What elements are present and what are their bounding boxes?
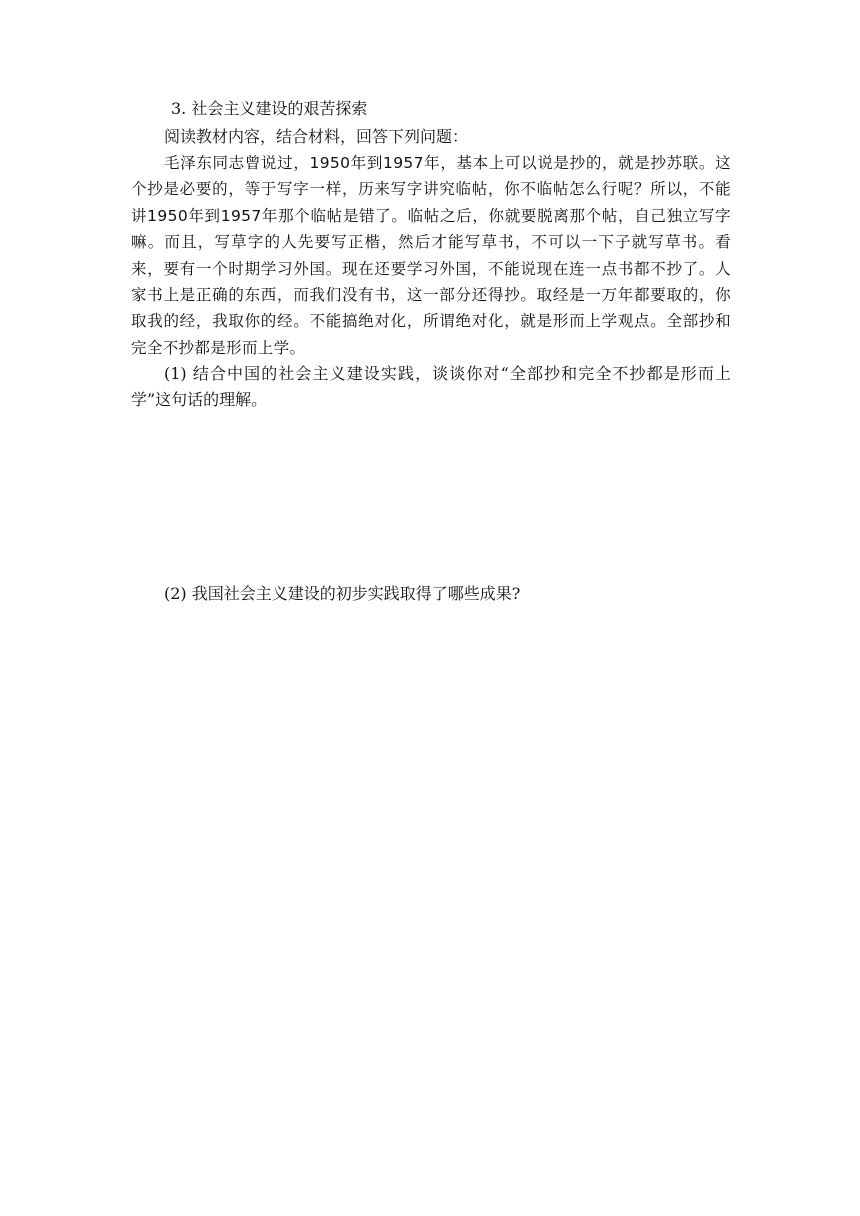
quoted-passage: 毛泽东同志曾说过，1950年到1957年，基本上可以说是抄的，就是抄苏联。这个抄是必要的，等于写字一样，历来写字讲究临帖，你不临帖怎么行呢？所以，不能讲1950年到1957年那个临帖是错了。临帖之后，你就要脱离那个帖，自己独立写字嘛。而且，写草字的人先要写正楷，然后才能写草书，不可以一下子就写草书。看来，要有一个时期学习外国。现在还要学习外国，不能说现在连一点书都不抄了。人家书上是正确的东西，而我们没有书，这一部分还得抄。取经是一万年都要取的，你取我的经，我取你的经。不能搞绝对化，所谓绝对化，就是形而上学观点。全部抄和完全不抄都是形而上学。 bbox=[131, 154, 731, 357]
document-content bbox=[131, 96, 731, 607]
question-2: (2) 我国社会主义建设的初步实践取得了哪些成果? bbox=[164, 584, 521, 604]
question-1: (1) 结合中国的社会主义建设实践，谈谈你对“全部抄和完全不抄都是形而上学”这句话的理解。 bbox=[131, 364, 731, 410]
section-title: 3. 社会主义建设的艰苦探索 bbox=[171, 99, 368, 118]
instruction-text: 阅读教材内容，结合材料，回答下列问题： bbox=[164, 127, 469, 146]
answer-space-1 bbox=[131, 413, 731, 581]
